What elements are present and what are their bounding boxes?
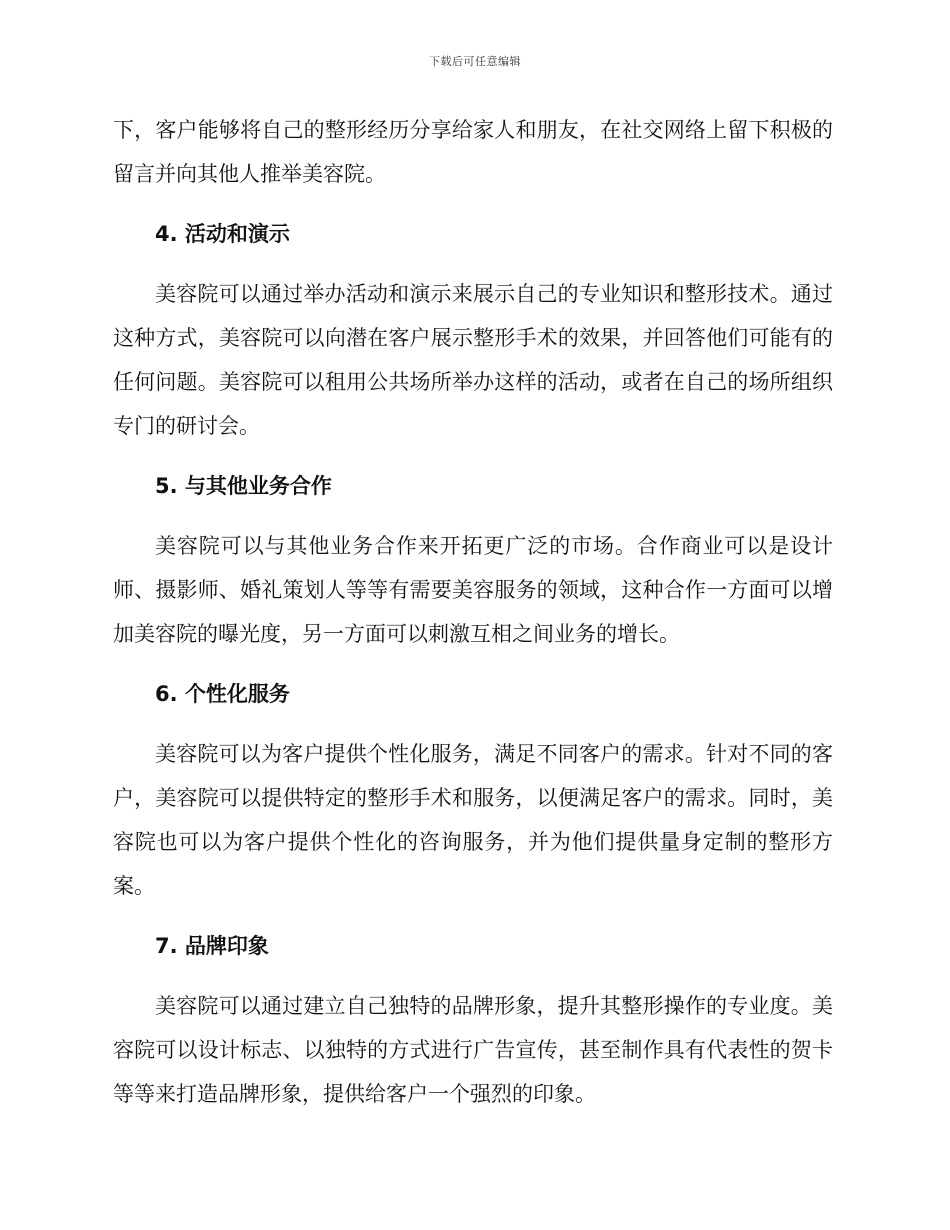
spacer — [113, 448, 833, 464]
spacer — [113, 656, 833, 672]
section-heading-brand: 7. 品牌印象 — [155, 934, 269, 958]
section-paragraph-activities: 美容院可以通过举办活动和演示来展示自己的专业知识和整形技术。通过这种方式，美容院可以向潜在客户展示整形手术的效果，并回答他们可能有的任何问题。美容院可以租用公共场所举办这样的活动，或者在自己的场所组织专门的研讨会。 — [113, 282, 833, 438]
spacer — [113, 908, 833, 924]
intro-paragraph: 下，客户能够将自己的整形经历分享给家人和朋友，在社交网络上留下积极的留言并向其他人推举美容院。 — [113, 118, 833, 186]
spacer — [113, 508, 833, 524]
section-paragraph-brand: 美容院可以通过建立自己独特的品牌形象，提升其整形操作的专业度。美容院可以设计标志、以独特的方式进行广告宣传，甚至制作具有代表性的贺卡等等来打造品牌形象，提供给客户一个强烈的印象。 — [113, 994, 833, 1106]
spacer — [113, 196, 833, 212]
section-heading-partnership: 5. 与其他业务合作 — [155, 474, 332, 498]
section-paragraph-personalized: 美容院可以为客户提供个性化服务，满足不同客户的需求。针对不同的客户，美容院可以提供特定的整形手术和服务，以便满足客户的需求。同时，美容院也可以为客户提供个性化的咨询服务，并为他们提供量身定制的整形方案。 — [113, 742, 833, 898]
section-heading-personalized: 6. 个性化服务 — [155, 682, 290, 706]
spacer — [113, 256, 833, 272]
spacer — [113, 716, 833, 732]
section-paragraph-partnership: 美容院可以与其他业务合作来开拓更广泛的市场。合作商业可以是设计师、摄影师、婚礼策划人等等有需要美容服务的领域，这种合作一方面可以增加美容院的曝光度，另一方面可以刺激互相之间业务的增长。 — [113, 534, 833, 646]
page-header: 下载后可任意编辑 — [429, 55, 521, 68]
spacer — [113, 968, 833, 984]
document-body — [113, 108, 833, 1116]
section-heading-activities: 4. 活动和演示 — [155, 222, 290, 246]
